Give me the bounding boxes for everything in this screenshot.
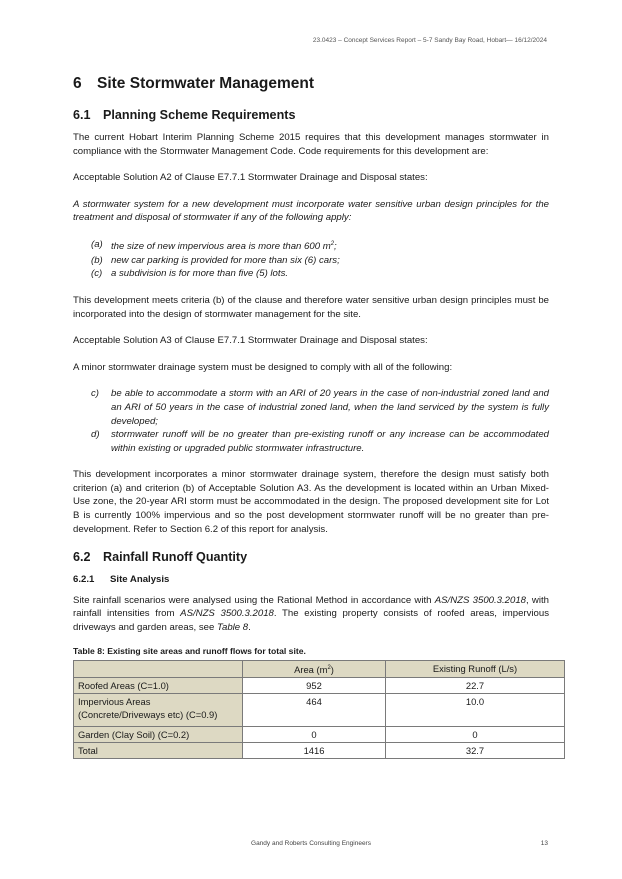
area-cell: 952 (243, 678, 386, 694)
paragraph: A minor stormwater drainage system must be designed to comply with all of the following: (73, 361, 453, 373)
subsection-title: Planning Scheme Requirements (103, 108, 296, 122)
sub-subsection-heading (73, 573, 549, 587)
standard-reference: AS/NZS 3500.3.2018 (180, 608, 274, 620)
subsection-number: 6.1 (73, 108, 91, 122)
subsection-number: 6.2 (73, 550, 91, 565)
subsection-heading-6-1 (73, 107, 549, 123)
list-text-end: ; (334, 241, 337, 253)
text-run: . The existing property consists of roofed areas, impervious driveways and garden areas, see (73, 608, 549, 634)
list-text: new car parking is provided for more than six (6) cars; (111, 254, 340, 266)
row-label: Total (74, 743, 243, 759)
paragraph: The current Hobart Interim Planning Scheme 2015 requires that this development manages stormwater in compliance with the Stormwater Management Code. Code requirements for this development are: (73, 132, 549, 157)
runoff-cell: 10.0 (386, 694, 565, 727)
quoted-paragraph: A stormwater system for a new development must incorporate water sensitive urban design principles for the treatment and disposal of stormwater if any of the following apply: (73, 198, 549, 224)
runoff-cell: 0 (386, 727, 565, 743)
list-marker: (c) (91, 268, 103, 280)
superscript: 2 (330, 240, 335, 247)
header-cell-runoff: Existing Runoff (L/s) (386, 661, 565, 678)
table-row (74, 678, 565, 694)
page-content (73, 74, 549, 759)
subsection-title: Rainfall Runoff Quantity (103, 550, 248, 565)
list-marker: c) (91, 388, 99, 400)
text-run: Site rainfall scenarios were analysed using the Rational Method in accordance with (73, 594, 435, 606)
paragraph: Acceptable Solution A2 of Clause E7.7.1 Stormwater Drainage and Disposal states: (73, 172, 428, 184)
list-marker: d) (91, 429, 100, 441)
standard-reference: AS/NZS 3500.3.2018 (434, 594, 526, 606)
table-row (74, 694, 565, 727)
paragraph (73, 594, 549, 635)
row-label: Impervious Areas (Concrete/Driveways etc) (C=0.9) (74, 694, 243, 727)
list-marker: (a) (91, 238, 103, 250)
header-cell-blank (74, 661, 243, 678)
text-run: . (248, 622, 251, 634)
list-text: the size of new impervious area is more than 600 m (111, 241, 331, 253)
row-label: Garden (Clay Soil) (C=0.2) (74, 727, 243, 743)
criteria-list-a3 (73, 387, 549, 455)
table-caption: Table 8: Existing site areas and runoff flows for total site. (73, 645, 306, 656)
table-row (74, 727, 565, 743)
header-text: Area (m (294, 664, 328, 676)
runoff-cell: 22.7 (386, 678, 565, 694)
area-cell: 1416 (243, 743, 386, 759)
page-header: 23.0423 – Concept Services Report – 5-7 Sandy Bay Road, Hobart— 16/12/2024 (312, 37, 547, 44)
list-marker: (b) (91, 254, 103, 266)
section-heading (73, 74, 549, 94)
paragraph: This development incorporates a minor stormwater drainage system, therefore the design must satisfy both criterion (a) and criterion (b) of Acceptable Solution A3. As the development is located within an Urban Mixed-Use zone, the 20-year ARI storm must be accommodated in the design. The proposed development site for Lot B is currently 100% impervious and so the post development stormwater runoff will be no greater than pre-development. Refer to Section 6.2 of this report for analysis. (73, 469, 549, 535)
criteria-list-a2 (73, 238, 549, 281)
paragraph: This development meets criteria (b) of the clause and therefore water sensitive urban design principles must be incorporated into the design of stormwater management for the site. (73, 294, 549, 320)
list-text: a subdivision is for more than five (5) lots. (111, 268, 289, 280)
sub-subsection-number: 6.2.1 (73, 574, 95, 586)
row-label: Roofed Areas (C=1.0) (74, 678, 243, 694)
runoff-cell: 32.7 (386, 743, 565, 759)
list-item (73, 254, 549, 268)
list-item (73, 428, 549, 455)
section-title: Site Stormwater Management (97, 75, 315, 92)
table-reference: Table 8 (217, 622, 249, 634)
list-text: stormwater runoff will be no greater than pre-existing runoff or any increase can be accommodated within existing or upgraded public stormwater infrastructure. (111, 429, 549, 454)
list-item (73, 387, 549, 428)
page-number: 13 (540, 840, 548, 847)
superscript: 2 (327, 665, 331, 672)
paragraph: Acceptable Solution A3 of Clause E7.7.1 Stormwater Drainage and Disposal states: (73, 335, 428, 347)
table-header-row (74, 661, 565, 678)
sub-subsection-title: Site Analysis (110, 574, 170, 586)
footer-company: Gandy and Roberts Consulting Engineers (251, 840, 371, 847)
table-row-total (74, 743, 565, 759)
list-item (73, 267, 549, 281)
subsection-heading-6-2 (73, 549, 549, 565)
list-item (73, 238, 549, 254)
header-cell-area (243, 661, 386, 678)
header-text-end: ) (330, 664, 334, 676)
text-run: , with rainfall intensities from (73, 594, 549, 620)
section-number: 6 (73, 75, 82, 92)
area-cell: 464 (243, 694, 386, 727)
area-cell: 0 (243, 727, 386, 743)
site-areas-table (73, 660, 565, 759)
list-text: be able to accommodate a storm with an ARI of 20 years in the case of non-industrial zoned land and an ARI of 50 years in the case of industrial zoned land, when the land serviced by the system is fully developed; (111, 388, 549, 427)
